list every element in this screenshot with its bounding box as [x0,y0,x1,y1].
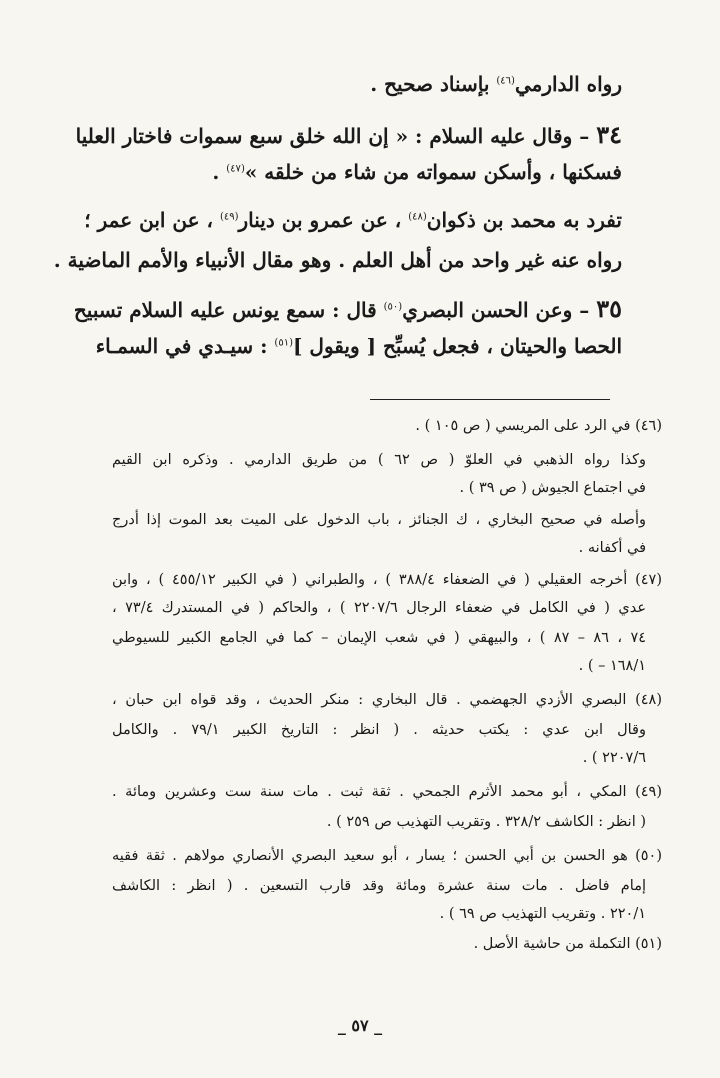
footnote-line: (٤٧) أخرجه العقيلي ( في الضعفاء ٣٨٨/٤ ) ، والطبراني ( في الكبير ٤٥٥/١٢ ) ، وابن [112,572,662,588]
main-line-1: رواه الدارمي$^{(٤٦)}$ بإسناد صحيح . [370,72,622,96]
footnote-line: عدي ( في الكامل في ضعفاء الرجال ٢٢٠٧/٦ ) ، والحاكم ( في المستدرك ٧٣/٤ ، [112,600,646,616]
footnote-line: (٥٠) هو الحسن بن أبي الحسن ؛ يسار ، أبو سعيد البصري الأنصاري مولاهم . ثقة فقيه [112,848,662,864]
main-line-3: فسكنها ، وأسكن سمواته من شاء من خلقه »$^{(٤٧)}$ . [212,160,622,184]
footnote-line: في أكفانه . [578,540,646,556]
footnote-line: ( انظر : الكاشف ٣٢٨/٢ . وتقريب التهذيب ص ٢٥٩ ) . [326,814,646,830]
footnote-line: ١٦٨/١ – ) . [578,658,646,674]
footnote-line: ٢٢٠٧/٦ ) . [582,750,646,766]
footnote-line: (٤٦) في الرد على المريسي ( ص ١٠٥ ) . [415,418,662,434]
footnote-line: (٥١) التكملة من حاشية الأصل . [473,936,662,952]
footnote-line: إمام فاضل . مات سنة عشرة ومائة وقد قارب التسعين . ( انظر : الكاشف [112,878,646,894]
page-number: _ ٥٧ _ [337,1016,383,1035]
footnote-line: وأصله في صحيح البخاري ، ك الجنائز ، باب الدخول على الميت بعد الموت إذا أدرج [112,512,646,528]
footnote-line: (٤٩) المكي ، أبو محمد الأثرم الجمحي . ثقة ثبت . مات سنة ست وعشرين ومائة . [112,784,662,800]
item-number-35: ٣٥ [596,294,622,323]
item-34-heading: ٣٤ – وقال عليه السلام : « إن الله خلق سبع سموات فاختار العليا [75,120,622,149]
footnote-line: وكذا رواه الذهبي في العلوّ ( ص ٦٢ ) من طريق الدارمي . وذكره ابن القيم [112,452,646,468]
footnote-separator [370,399,610,400]
footnote-line: ٧٤ ، ٨٦ – ٨٧ ) ، والبيهقي ( في شعب الإيمان – كما في الجامع الكبير للسيوطي [112,630,647,646]
footnote-line: في اجتماع الجيوش ( ص ٣٩ ) . [459,480,646,496]
footnote-line: وقال ابن عدي : يكتب حديثه . ( انظر : التاريخ الكبير ٧٩/١ . والكامل [112,722,646,738]
item-number-34: ٣٤ [596,120,622,149]
main-line-5: رواه عنه غير واحد من أهل العلم . وهو مقال الأنبياء والأمم الماضية . [53,248,622,272]
footnote-line: (٤٨) البصري الأزدي الجهضمي . قال البخاري : منكر الحديث ، وقد قواه ابن حبان ، [112,692,662,708]
item-35-heading: ٣٥ – وعن الحسن البصري$^{(٥٠)}$ قال : سمع يونس عليه السلام تسبيح [73,294,622,323]
main-line-7: الحصا والحيتان ، فجعل يُسبِّح [ ويقول ]$^{(٥١)}$ : سيـدي في السمـاء [95,334,622,358]
footnote-line: ٢٢٠/١ . وتقريب التهذيب ص ٦٩ ) . [439,906,646,922]
main-line-4: تفرد به محمد بن ذكوان$^{(٤٨)}$ ، عن عمرو بن دينار$^{(٤٩)}$ ، عن ابن عمر ؛ [84,208,622,232]
